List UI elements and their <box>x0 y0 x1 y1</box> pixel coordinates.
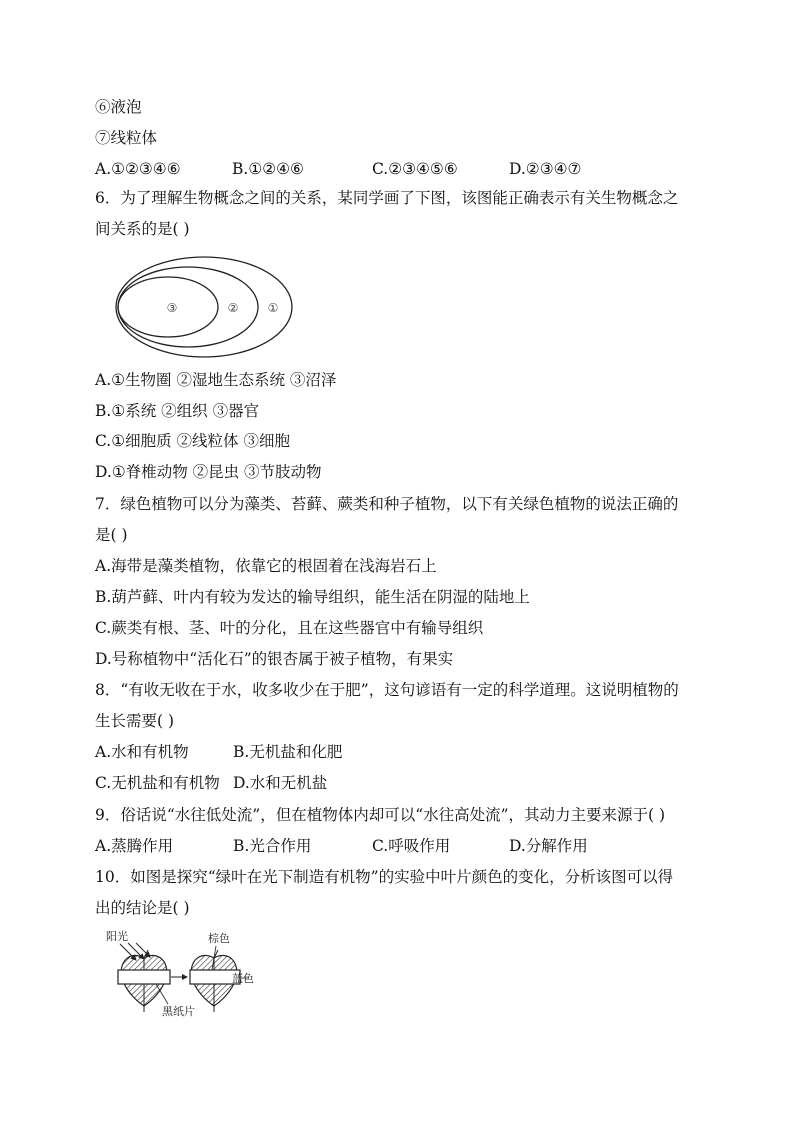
leaf-before-icon <box>118 950 170 1012</box>
q8-stem-line1: 8．“有收无收在于水，收多收少在于肥”，这句谚语有一定的科学道理。这说明植物的 <box>95 681 679 699</box>
q5-item-6: ⑥液泡 <box>95 98 142 116</box>
q9-option-b: B.光合作用 <box>233 837 312 855</box>
venn-outer-ellipse <box>116 257 292 357</box>
q9-option-c: C.呼吸作用 <box>372 837 451 855</box>
q6-stem-line2: 间关系的是( ) <box>95 220 190 238</box>
black-paper-strip <box>118 970 170 984</box>
q6-venn-diagram <box>112 254 297 362</box>
venn-label-middle: ② <box>227 301 239 315</box>
q7-stem-line1: 7．绿色植物可以分为藻类、苔藓、蕨类和种子植物，以下有关绿色植物的说法正确的 <box>95 495 679 513</box>
q8-option-a: A.水和有机物 <box>95 743 189 761</box>
q8-option-b: B.无机盐和化肥 <box>233 743 343 761</box>
q9-stem: 9．俗话说“水往低处流”，但在植物体内却可以“水往高处流”，其动力主要来源于( ) <box>95 806 666 824</box>
label-sunlight: 阳光 <box>106 930 128 943</box>
q7-option-a: A.海带是藻类植物，依靠它的根固着在浅海岩石上 <box>95 557 437 575</box>
q9-option-a: A.蒸腾作用 <box>95 837 174 855</box>
q5-option-c: C.②③④⑤⑥ <box>372 160 458 178</box>
q6-option-d: D.①脊椎动物 ②昆虫 ③节肢动物 <box>95 463 322 481</box>
q10-stem-line2: 出的结论是( ) <box>95 899 190 917</box>
q8-option-d: D.水和无机盐 <box>233 774 328 792</box>
q10-leaf-experiment-diagram <box>104 926 260 1018</box>
q6-option-b: B.①系统 ②组织 ③器官 <box>95 402 260 420</box>
q5-option-b: B.①②④⑥ <box>232 160 304 178</box>
q6-option-c: C.①细胞质 ②线粒体 ③细胞 <box>95 432 290 450</box>
q5-item-7: ⑦线粒体 <box>95 129 158 147</box>
q5-option-a: A.①②③④⑥ <box>95 160 181 178</box>
label-blue: 蓝色 <box>232 972 254 985</box>
q7-stem-line2: 是( ) <box>95 526 128 544</box>
q5-option-d: D.②③④⑦ <box>509 160 582 178</box>
q7-option-b: B.葫芦藓、叶内有较为发达的输导组织，能生活在阴湿的陆地上 <box>95 588 530 606</box>
q10-stem-line1: 10．如图是探究“绿叶在光下制造有机物”的实验中叶片颜色的变化，分析该图可以得 <box>95 868 674 886</box>
q9-option-d: D.分解作用 <box>509 837 588 855</box>
q8-stem-line2: 生长需要( ) <box>95 712 175 730</box>
venn-label-outer: ① <box>267 301 279 315</box>
label-black-paper: 黑纸片 <box>162 1005 195 1018</box>
q7-option-c: C.蕨类有根、茎、叶的分化，且在这些器官中有输导组织 <box>95 619 484 637</box>
q8-option-c: C.无机盐和有机物 <box>95 774 220 792</box>
venn-label-inner: ③ <box>166 301 178 315</box>
q6-stem-line1: 6．为了理解生物概念之间的关系，某同学画了下图，该图能正确表示有关生物概念之 <box>95 189 679 207</box>
label-brown: 棕色 <box>208 932 230 945</box>
q7-option-d: D.号称植物中“活化石”的银杏属于被子植物，有果实 <box>95 650 454 668</box>
q6-option-a: A.①生物圈 ②湿地生态系统 ③沼泽 <box>95 371 337 389</box>
